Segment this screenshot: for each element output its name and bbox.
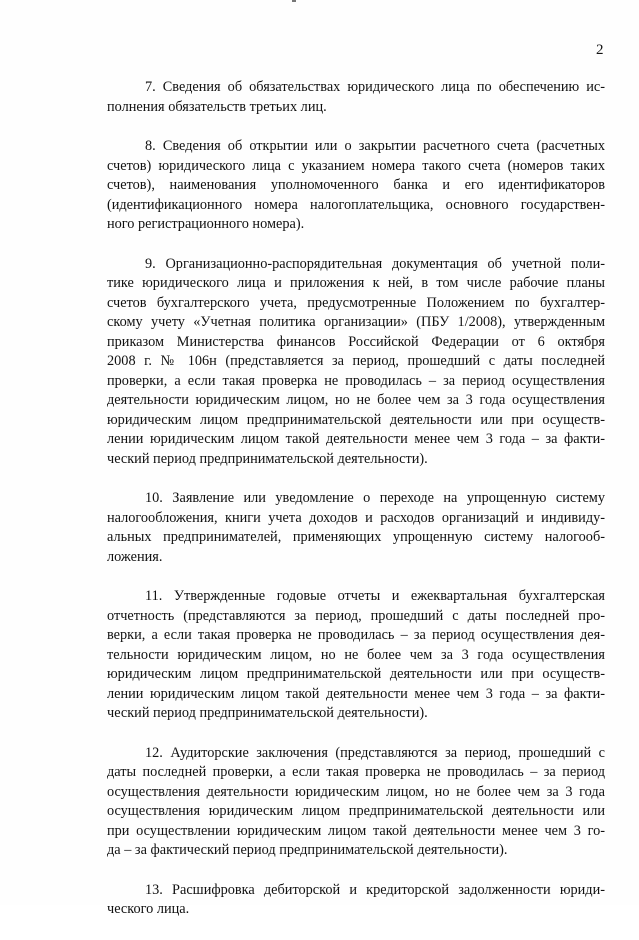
paragraph-line: осуществления юридическим лицом предпринимательской деятельности или [107,803,605,819]
paragraph-line: ческий период предпринимательской деятельности). [107,705,428,721]
paragraph-line: при осуществлении юридическим лицом такой деятельности менее чем 3 го- [107,822,605,839]
paragraph-line: 7. Сведения об обязательствах юридического лица по обеспечению ис- [145,79,605,95]
paragraph-line: 12. Аудиторские заключения (представляются за период, прошедший с [145,744,605,761]
paragraph-line: счетов) юридического лица с указанием номера такого счета (номеров таких [107,157,605,174]
paragraph-item-8 [107,137,605,235]
paragraph-line: лении юридическим лицом такой деятельности менее чем 3 года – за факти- [107,431,605,447]
paragraph-item-13 [107,881,605,920]
paragraph-line: альных предпринимателей, применяющих упрощенную систему налогооб- [107,529,605,545]
paragraph-line: 10. Заявление или уведомление о переходе на упрощенную систему [145,490,605,506]
paragraph-line: отчетность (представляются за период, прошедший с даты последней про- [107,607,605,624]
paragraph-line: 9. Организационно-распорядительная документация об учетной поли- [145,255,605,272]
paragraph-line: 13. Расшифровка дебиторской и кредиторской задолженности юриди- [145,881,605,898]
paragraph-line: тике юридического лица и приложения к ней, в том числе рабочие планы [107,275,605,291]
paragraph-line: скому учету «Учетная политика организации» (ПБУ 1/2008), утвержденным [107,314,605,330]
paragraph-line: 11. Утвержденные годовые отчеты и ежеквартальная бухгалтерская [145,588,605,604]
paragraph-item-9 [107,255,605,470]
paragraph-line: лении юридическим лицом такой деятельности менее чем 3 года – за факти- [107,685,605,702]
paragraph-line: юридическим лицом предпринимательской деятельности или при осуществ- [107,666,605,682]
page-number: 2 [596,42,604,58]
paragraph-line: (идентификационного номера налогоплательщика, основного государствен- [107,196,605,213]
paragraph-line: налогообложения, книги учета доходов и расходов организаций и индивиду- [107,509,605,526]
scan-mark [292,0,296,2]
paragraph-line: ного регистрационного номера). [107,216,305,232]
paragraph-line: счетов бухгалтерского учета, предусмотренные Положением по бухгалтер- [107,294,605,311]
paragraph-line: деятельности юридическим лицом, но не более чем за 3 года осуществления [107,392,605,408]
paragraph-item-12 [107,744,605,861]
paragraph-item-10 [107,489,605,567]
paragraph-line: да – за фактический период предпринимательской деятельности). [107,842,508,858]
paragraph-item-7 [107,78,605,117]
paragraph-line: проверки, а если такая проверка не проводилась – за период осуществления [107,372,605,389]
paragraph-line: верки, а если такая проверка не проводилась – за период осуществления дея- [107,627,605,643]
paragraph-line: ческого лица. [107,901,190,917]
paragraph-line: счетов), наименования уполномоченного банка и его идентификаторов [107,177,605,193]
paragraph-line: приказом Министерства финансов Российской Федерации от 6 октября [107,333,605,350]
paragraph-line: ложения. [107,548,163,565]
paragraph-item-11 [107,587,605,724]
paragraph-line: тельности юридическим лицом, но не более чем за 3 года осуществления [107,646,605,663]
document-body [107,78,605,940]
paragraph-line: ческий период предпринимательской деятельности). [107,450,428,467]
paragraph-line: даты последней проверки, а если такая проверка не проводилась – за период [107,764,605,780]
paragraph-line: 8. Сведения об открытии или о закрытии расчетного счета (расчетных [145,138,605,154]
paragraph-line: полнения обязательств третьих лиц. [107,98,327,115]
paragraph-line: 2008 г. № 106н (представляется за период, прошедший с даты последней [107,353,605,369]
paragraph-line: осуществления деятельности юридическим лицом, но не более чем за 3 года [107,783,605,800]
paragraph-line: юридическим лицом предпринимательской деятельности или при осуществ- [107,411,605,428]
